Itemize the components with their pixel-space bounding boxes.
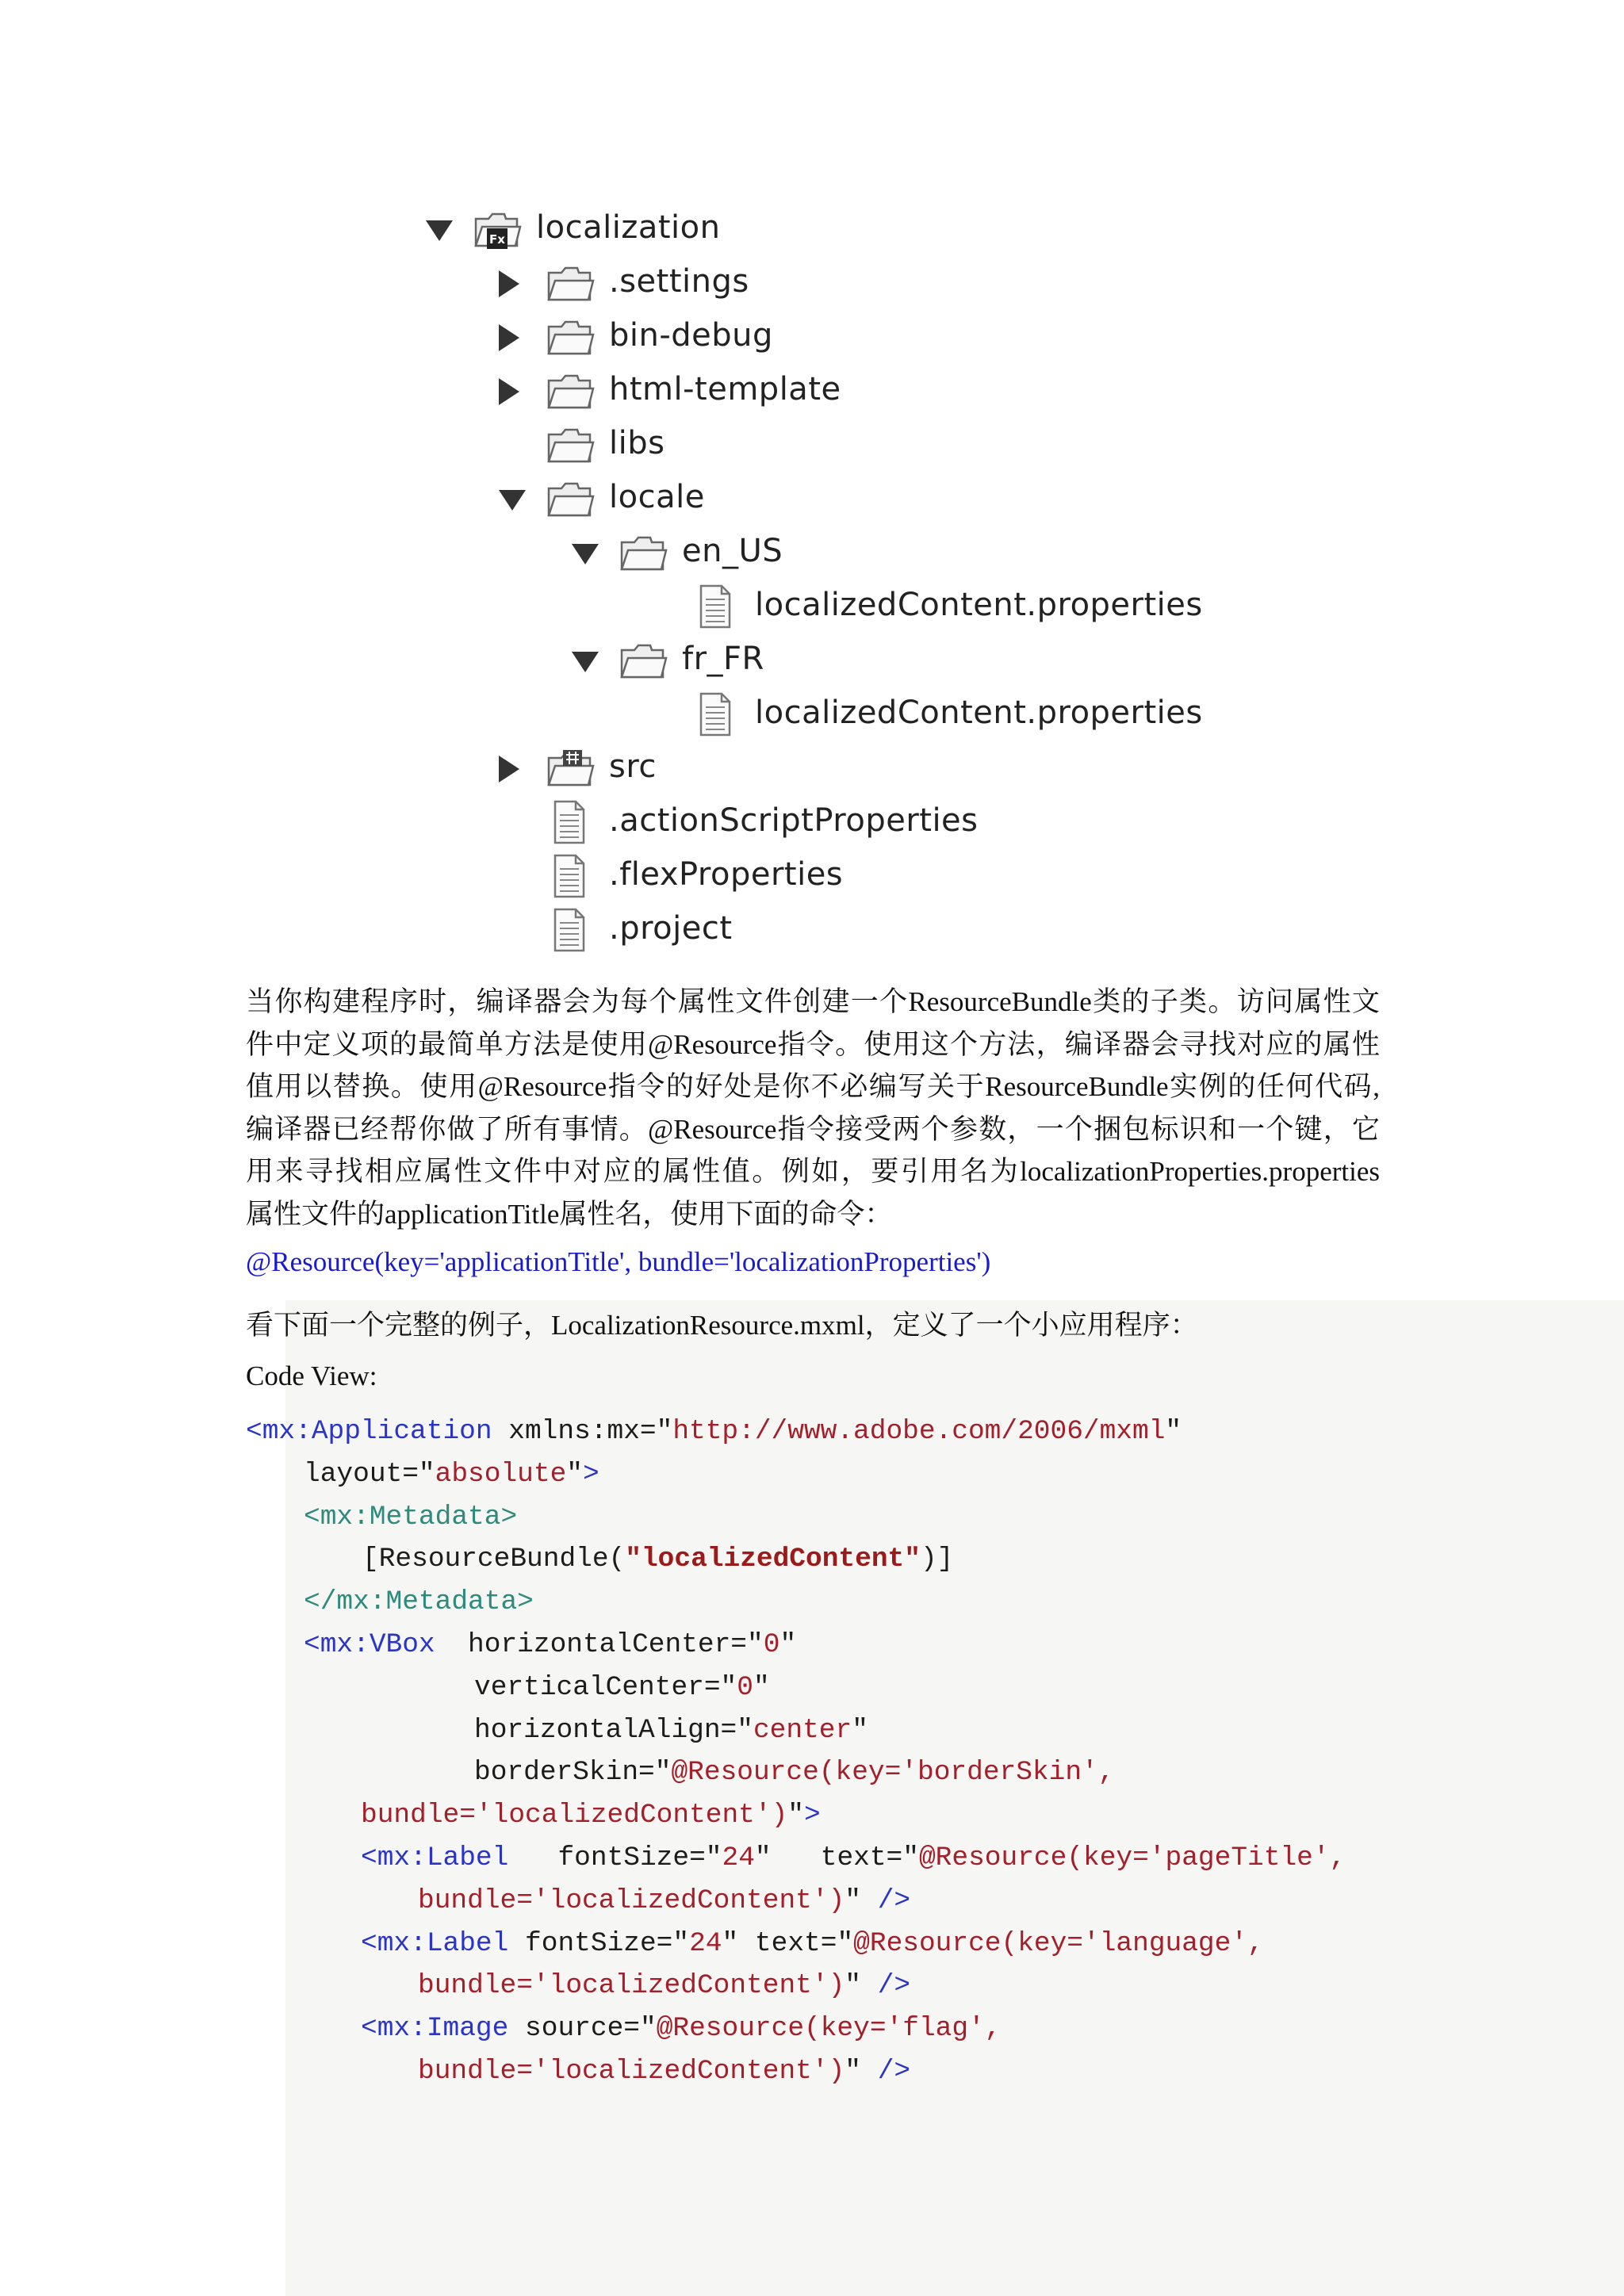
tree-item[interactable] bbox=[0, 258, 1624, 309]
paragraph-line: 编译器已经帮你做了所有事情。@Resource指令接受两个参数，一个捆包标识和一个键，它 bbox=[246, 1113, 1380, 1145]
code-line bbox=[361, 1800, 821, 1831]
folder-icon bbox=[546, 369, 595, 418]
code-text: verticalCenter=" bbox=[474, 1671, 737, 1703]
code-text: " text=" bbox=[722, 1927, 854, 1959]
tree-item[interactable] bbox=[0, 366, 1624, 417]
expanded-triangle-icon[interactable] bbox=[426, 220, 453, 241]
file-icon bbox=[696, 584, 734, 633]
tree-item-label: .actionScriptProperties bbox=[609, 802, 979, 839]
folder-icon bbox=[619, 639, 668, 687]
code-line bbox=[361, 2013, 1001, 2044]
source-folder-icon bbox=[546, 747, 595, 795]
tree-item-label: en_US bbox=[682, 533, 783, 569]
folder-icon bbox=[546, 262, 595, 310]
code-string: 0 bbox=[737, 1671, 753, 1703]
tree-item[interactable] bbox=[0, 312, 1624, 363]
code-tag: > bbox=[804, 1800, 821, 1831]
tree-item[interactable] bbox=[0, 905, 1624, 956]
tree-item[interactable] bbox=[0, 690, 1624, 740]
tree-item[interactable] bbox=[0, 636, 1624, 687]
code-string: 24 bbox=[722, 1843, 755, 1873]
code-tag: > bbox=[583, 1458, 599, 1490]
prose-paragraph-2: 看下面一个完整的例子，LocalizationResource.mxml，定义了一个小应用程序： bbox=[246, 1310, 1198, 1341]
tree-item-label: libs bbox=[609, 425, 665, 461]
tree-item[interactable] bbox=[0, 582, 1624, 633]
code-text: [ResourceBundle( bbox=[362, 1544, 626, 1575]
paragraph-line: 属性文件的applicationTitle属性名，使用下面的命令： bbox=[246, 1198, 893, 1230]
code-string: bundle='localizedContent') bbox=[418, 2056, 845, 2087]
code-text: " bbox=[1165, 1416, 1182, 1447]
svg-text:Fx: Fx bbox=[489, 232, 505, 247]
code-string: bundle='localizedContent') bbox=[418, 1970, 845, 2002]
code-line bbox=[362, 1544, 953, 1575]
code-text: )] bbox=[920, 1544, 954, 1575]
file-icon bbox=[550, 799, 588, 849]
file-tree bbox=[0, 0, 1624, 975]
code-string: @Resource(key='flag', bbox=[656, 2013, 1002, 2045]
collapsed-triangle-icon[interactable] bbox=[499, 324, 519, 351]
code-string: http://www.adobe.com/2006/mxml bbox=[672, 1416, 1166, 1447]
tree-item[interactable] bbox=[0, 528, 1624, 579]
code-line bbox=[304, 1629, 796, 1660]
code-line bbox=[361, 1843, 1346, 1873]
paragraph-line: 当你构建程序时，编译器会为每个属性文件创建一个ResourceBundle类的子类。访问属性文 bbox=[246, 986, 1380, 1017]
expanded-triangle-icon[interactable] bbox=[572, 652, 599, 672]
file-icon bbox=[696, 691, 734, 741]
code-string: 24 bbox=[689, 1927, 722, 1959]
tree-item-label: localization bbox=[536, 209, 721, 246]
code-text: fontSize=" bbox=[508, 1927, 690, 1959]
code-text: horizontalCenter=" bbox=[435, 1629, 764, 1660]
code-text: borderSkin=" bbox=[474, 1757, 672, 1789]
code-string: center bbox=[753, 1714, 852, 1746]
code-tag: /> bbox=[877, 1970, 911, 2002]
code-line bbox=[418, 1885, 910, 1916]
tree-item[interactable] bbox=[0, 798, 1624, 848]
collapsed-triangle-icon[interactable] bbox=[499, 270, 519, 297]
folder-icon bbox=[546, 423, 595, 472]
code-text: fontSize=" bbox=[508, 1843, 722, 1873]
file-icon bbox=[550, 907, 588, 957]
code-string: absolute bbox=[435, 1458, 567, 1490]
code-line bbox=[474, 1715, 868, 1746]
code-line bbox=[361, 1928, 1264, 1959]
collapsed-triangle-icon[interactable] bbox=[499, 378, 519, 405]
code-line bbox=[246, 1416, 1182, 1447]
code-tag: <mx:Application bbox=[246, 1416, 492, 1447]
code-text: " bbox=[845, 1970, 878, 2002]
code-string: @Resource(key='pageTitle', bbox=[918, 1843, 1346, 1873]
tree-item-label: .settings bbox=[609, 263, 749, 300]
code-string: @Resource(key='language', bbox=[853, 1927, 1264, 1959]
tree-item[interactable] bbox=[0, 744, 1624, 794]
file-icon bbox=[550, 853, 588, 903]
code-text: " bbox=[779, 1629, 797, 1660]
code-line bbox=[418, 2056, 910, 2087]
folder-icon bbox=[546, 477, 595, 526]
directive-example: @Resource(key='applicationTitle', bundle='localizationProperties') bbox=[246, 1246, 991, 1277]
tree-item[interactable] bbox=[0, 420, 1624, 471]
code-string: "localizedContent" bbox=[625, 1544, 921, 1575]
expanded-triangle-icon[interactable] bbox=[572, 544, 599, 564]
code-tag: <mx:Metadata> bbox=[304, 1501, 518, 1533]
paragraph-line: 值用以替换。使用@Resource指令的好处是你不必编写关于ResourceBundle实例的任何代码, bbox=[246, 1071, 1380, 1102]
code-text: " bbox=[852, 1714, 868, 1746]
tree-item-label: fr_FR bbox=[682, 641, 764, 677]
tree-item-label: src bbox=[609, 748, 657, 785]
paragraph-line: 用来寻找相应属性文件中对应的属性值。例如，要引用名为localizationProperties.properties bbox=[246, 1156, 1380, 1187]
code-text: " bbox=[845, 2056, 878, 2087]
code-line bbox=[474, 1672, 770, 1703]
code-tag: <mx:Image bbox=[361, 2013, 509, 2045]
tree-item-label: html-template bbox=[609, 371, 841, 408]
code-text: " bbox=[753, 1671, 770, 1703]
code-tag: /> bbox=[877, 1885, 911, 1916]
collapsed-triangle-icon[interactable] bbox=[499, 756, 519, 783]
tree-item-label: localizedContent.properties bbox=[755, 587, 1203, 623]
code-tag: /> bbox=[877, 2056, 911, 2087]
code-text: horizontalAlign=" bbox=[474, 1714, 753, 1746]
code-text: " bbox=[787, 1800, 805, 1831]
tree-item[interactable] bbox=[0, 205, 1624, 255]
code-string: 0 bbox=[763, 1629, 780, 1660]
code-line bbox=[304, 1586, 534, 1617]
code-tag: <mx:Label bbox=[361, 1927, 509, 1959]
tree-item-label: localizedContent.properties bbox=[755, 695, 1203, 731]
tree-item[interactable] bbox=[0, 851, 1624, 902]
flex-project-folder-icon bbox=[473, 208, 522, 256]
code-string: @Resource(key='borderSkin', bbox=[671, 1757, 1115, 1789]
code-text: source=" bbox=[508, 2013, 657, 2045]
code-line bbox=[304, 1459, 599, 1490]
code-string: bundle='localizedContent') bbox=[418, 1885, 845, 1916]
code-view-label: Code View: bbox=[246, 1360, 377, 1391]
code-tag: <mx:Label bbox=[361, 1843, 509, 1873]
folder-icon bbox=[619, 531, 668, 580]
code-text: " bbox=[566, 1458, 583, 1490]
code-background bbox=[285, 1300, 1624, 2296]
folder-icon bbox=[546, 316, 595, 364]
tree-item[interactable] bbox=[0, 474, 1624, 525]
expanded-triangle-icon[interactable] bbox=[499, 490, 526, 511]
code-text: layout=" bbox=[304, 1458, 435, 1490]
code-tag: <mx:VBox bbox=[304, 1629, 435, 1660]
tree-item-label: .project bbox=[609, 910, 733, 947]
tree-item-label: locale bbox=[609, 479, 705, 515]
code-tag: </mx:Metadata> bbox=[304, 1586, 534, 1618]
code-text: xmlns:mx=" bbox=[492, 1416, 673, 1447]
code-string: bundle='localizedContent') bbox=[361, 1800, 788, 1831]
code-line bbox=[474, 1757, 1114, 1788]
tree-item-label: .flexProperties bbox=[609, 856, 844, 893]
code-line bbox=[418, 1970, 910, 2001]
paragraph-line: 件中定义项的最简单方法是使用@Resource指令。使用这个方法，编译器会寻找对应的属性 bbox=[246, 1028, 1380, 1060]
code-text: " bbox=[845, 1885, 878, 1916]
code-line bbox=[304, 1502, 517, 1533]
code-text: " text=" bbox=[754, 1843, 919, 1873]
tree-item-label: bin-debug bbox=[609, 317, 773, 354]
